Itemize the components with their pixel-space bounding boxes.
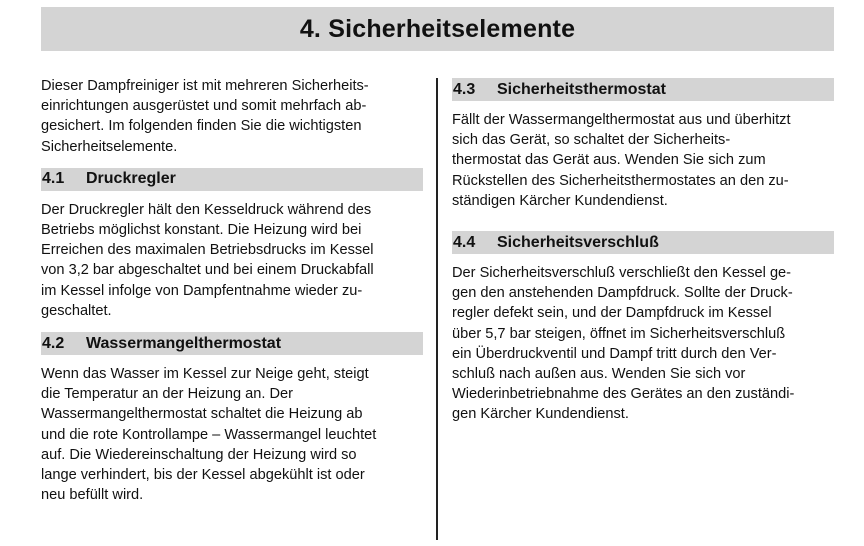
text-line: geschaltet. [41,302,112,319]
text-line: Betriebs möglichst konstant. Die Heizung wird bei [41,222,362,239]
section-number: 4.4 [453,233,476,251]
section-title: Druckregler [86,170,176,188]
text-line: Fällt der Wassermangelthermostat aus und überhitzt [452,112,791,128]
text-line: neu befüllt wird. [41,487,144,504]
text-line: im Kessel infolge von Dampfentnahme wieder zu- [41,282,363,299]
chapter-title: 4. Sicherheitselemente [299,14,576,43]
text-line: und die rote Kontrollampe – Wassermangel leuchtet [41,426,377,443]
text-line: Der Sicherheitsverschluß verschließt den Kessel ge- [452,265,792,282]
text-line: gen Kärcher Kundendienst. [452,406,629,423]
section-title: Sicherheitsverschluß [497,233,659,251]
section-number: 4.2 [42,334,65,352]
intro-paragraph [41,76,423,157]
text-line: Rückstellen des Sicherheitsthermostates an den zu- [452,172,789,189]
section-number: 4.1 [42,170,65,188]
text-line: über 5,7 bar steigen, öffnet im Sicherheitsverschluß [452,325,786,342]
text-line: Sicherheitselemente. [41,138,178,155]
text-line: einrichtungen ausgerüstet und somit mehrfach ab- [41,98,367,115]
text-line: Wenn das Wasser im Kessel zur Neige geht, steigt [41,366,369,383]
section-body-druckregler [41,200,423,321]
text-line: gesichert. Im folgenden finden Sie die wichtigsten [41,118,362,135]
section-body-sicherheitsverschluss [452,263,834,425]
text-line: Der Druckregler hält den Kesseldruck während des [41,201,372,218]
text-line: Wassermangelthermostat schaltet die Heizung ab [41,406,363,423]
right-column [452,78,834,425]
text-line: Wiederinbetriebnahme des Gerätes an den zuständi- [452,386,795,403]
left-column [41,76,423,505]
section-title: Sicherheitsthermostat [497,80,666,98]
section-body-sicherheitsthermostat [452,110,834,211]
section-body-wassermangelthermostat [41,364,423,505]
section-heading-wassermangelthermostat [41,332,423,355]
section-number: 4.3 [453,80,476,98]
text-line: regler defekt sein, und der Dampfdruck im Kessel [452,305,772,322]
text-line: auf. Die Wiedereinschaltung der Heizung wird so [41,446,357,463]
text-line: lange verhindert, bis der Kessel abgekühlt ist oder [41,467,365,484]
text-line: sich das Gerät, so schaltet der Sicherheits- [452,132,731,149]
text-line: von 3,2 bar abgeschaltet und bei einem Druckabfall [41,262,374,279]
text-line: Erreichen des maximalen Betriebsdrucks im Kessel [41,242,374,259]
section-title: Wassermangelthermostat [86,334,282,352]
column-divider [436,78,438,540]
text-line: gen den anstehenden Dampfdruck. Sollte der Druck- [452,285,793,302]
text-line: thermostat das Gerät aus. Wenden Sie sich zum [452,152,766,169]
text-line: Dieser Dampfreiniger ist mit mehreren Sicherheits- [41,78,369,94]
text-line: ein Überdruckventil und Dampf tritt durch den Ver- [452,345,777,362]
text-line: ständigen Kärcher Kundendienst. [452,192,668,209]
chapter-title-bar [41,7,834,51]
section-heading-druckregler [41,168,423,191]
section-heading-sicherheitsverschluss [452,231,834,254]
text-line: die Temperatur an der Heizung an. Der [41,386,294,403]
text-line: schluß nach außen aus. Wenden Sie sich vor [452,366,746,383]
section-heading-sicherheitsthermostat [452,78,834,101]
